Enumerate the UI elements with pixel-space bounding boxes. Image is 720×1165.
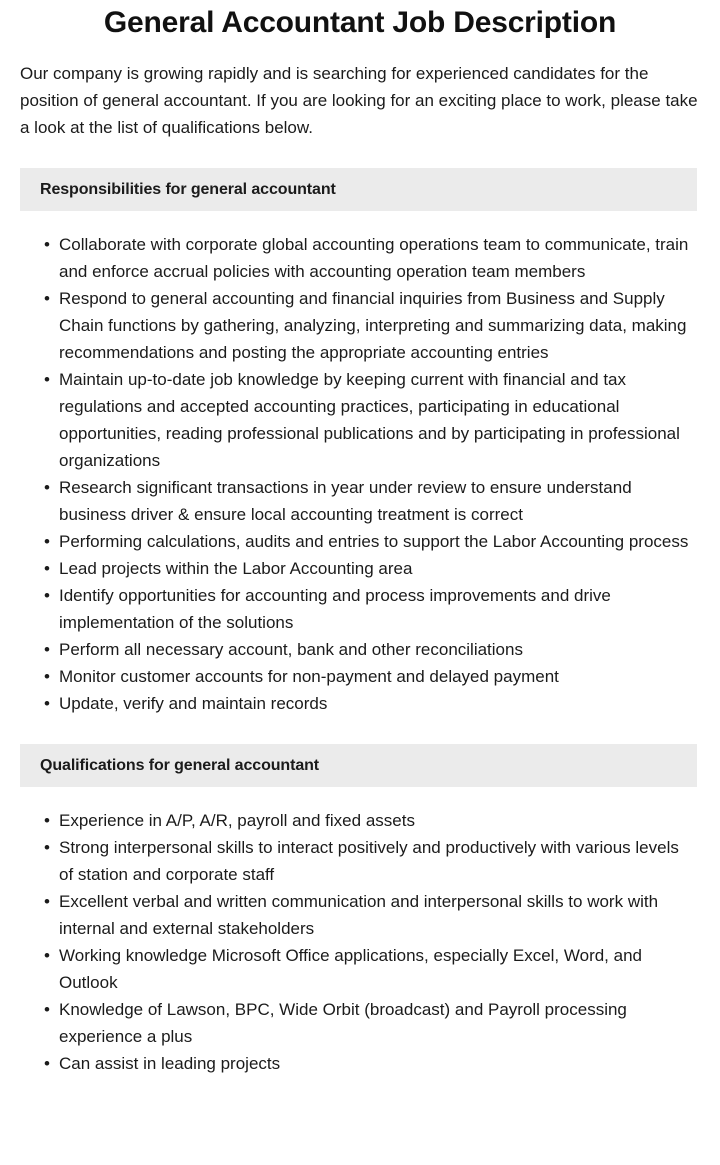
list-item-text: Research significant transactions in year under review to ensure understand business driver & ensure local accounting treatment is correct [59, 478, 632, 524]
list-item [0, 285, 720, 366]
bullet-icon: • [44, 667, 50, 686]
bullet-icon: • [44, 1000, 50, 1019]
bullet-icon: • [44, 694, 50, 713]
bullet-icon: • [44, 586, 50, 605]
bullet-icon: • [44, 1054, 50, 1073]
bullet-icon: • [44, 640, 50, 659]
list-item-text: Identify opportunities for accounting and process improvements and drive implementation of the solutions [59, 586, 611, 632]
page-title: General Accountant Job Description [103, 6, 617, 39]
list-item [0, 834, 720, 888]
list-item-text: Excellent verbal and written communication and interpersonal skills to work with internal and external stakeholders [59, 892, 659, 938]
list-item [0, 942, 720, 996]
list-item [0, 663, 720, 690]
bullet-icon: • [44, 289, 50, 308]
section-heading-label: Qualifications for general accountant [40, 756, 320, 774]
bullet-icon: • [44, 559, 50, 578]
list-item [0, 888, 720, 942]
list-item-text: Can assist in leading projects [59, 1054, 281, 1073]
list-item [0, 807, 720, 834]
list-item-text: Lead projects within the Labor Accounting area [59, 559, 413, 578]
list-item-text: Knowledge of Lawson, BPC, Wide Orbit (broadcast) and Payroll processing experience a plus [59, 1000, 627, 1046]
bullet-icon: • [44, 478, 50, 497]
intro-paragraph: Our company is growing rapidly and is searching for experienced candidates for the position of general accountant. If you are looking for an exciting place to work, please take a look at the list of qualifications below. [20, 64, 698, 137]
list-item-text: Perform all necessary account, bank and other reconciliations [59, 640, 523, 659]
list-item [0, 1050, 720, 1077]
list-item [0, 582, 720, 636]
list-item-text: Working knowledge Microsoft Office applications, especially Excel, Word, and Outlook [59, 946, 642, 992]
bullet-icon: • [44, 838, 50, 857]
list-item-text: Experience in A/P, A/R, payroll and fixed assets [59, 811, 415, 830]
list-item-text: Respond to general accounting and financial inquiries from Business and Supply Chain functions by gathering, analyzing, interpreting and summarizing data, making recommendations and posting the appropriate accounting entries [59, 289, 687, 362]
bullet-icon: • [44, 532, 50, 551]
list-item-text: Collaborate with corporate global accounting operations team to communicate, train and enforce accrual policies with accounting operation team members [59, 235, 689, 281]
responsibilities-list [0, 211, 720, 717]
list-item-text: Strong interpersonal skills to interact positively and productively with various levels of station and corporate staff [59, 838, 679, 884]
bottom-spacer [0, 1077, 720, 1093]
bullet-icon: • [44, 370, 50, 389]
list-item [0, 996, 720, 1050]
list-item-text: Performing calculations, audits and entries to support the Labor Accounting process [59, 532, 689, 551]
section-responsibilities [0, 168, 720, 717]
section-header-responsibilities [20, 168, 697, 211]
list-item [0, 474, 720, 528]
list-item [0, 555, 720, 582]
section-heading-label: Responsibilities for general accountant [40, 180, 336, 198]
bullet-icon: • [44, 235, 50, 254]
list-item-text: Update, verify and maintain records [59, 694, 328, 713]
list-item [0, 366, 720, 474]
list-item [0, 231, 720, 285]
list-item-text: Monitor customer accounts for non-payment and delayed payment [59, 667, 559, 686]
list-item [0, 690, 720, 717]
section-qualifications [0, 744, 720, 1077]
list-item-text: Maintain up-to-date job knowledge by keeping current with financial and tax regulations and accepted accounting practices, participating in educational opportunities, reading professional publications and by participating in professional organizations [59, 370, 680, 470]
bullet-icon: • [44, 811, 50, 830]
list-item [0, 636, 720, 663]
section-header-qualifications [20, 744, 697, 787]
list-item [0, 528, 720, 555]
bullet-icon: • [44, 946, 50, 965]
bullet-icon: • [44, 892, 50, 911]
qualifications-list [0, 787, 720, 1077]
